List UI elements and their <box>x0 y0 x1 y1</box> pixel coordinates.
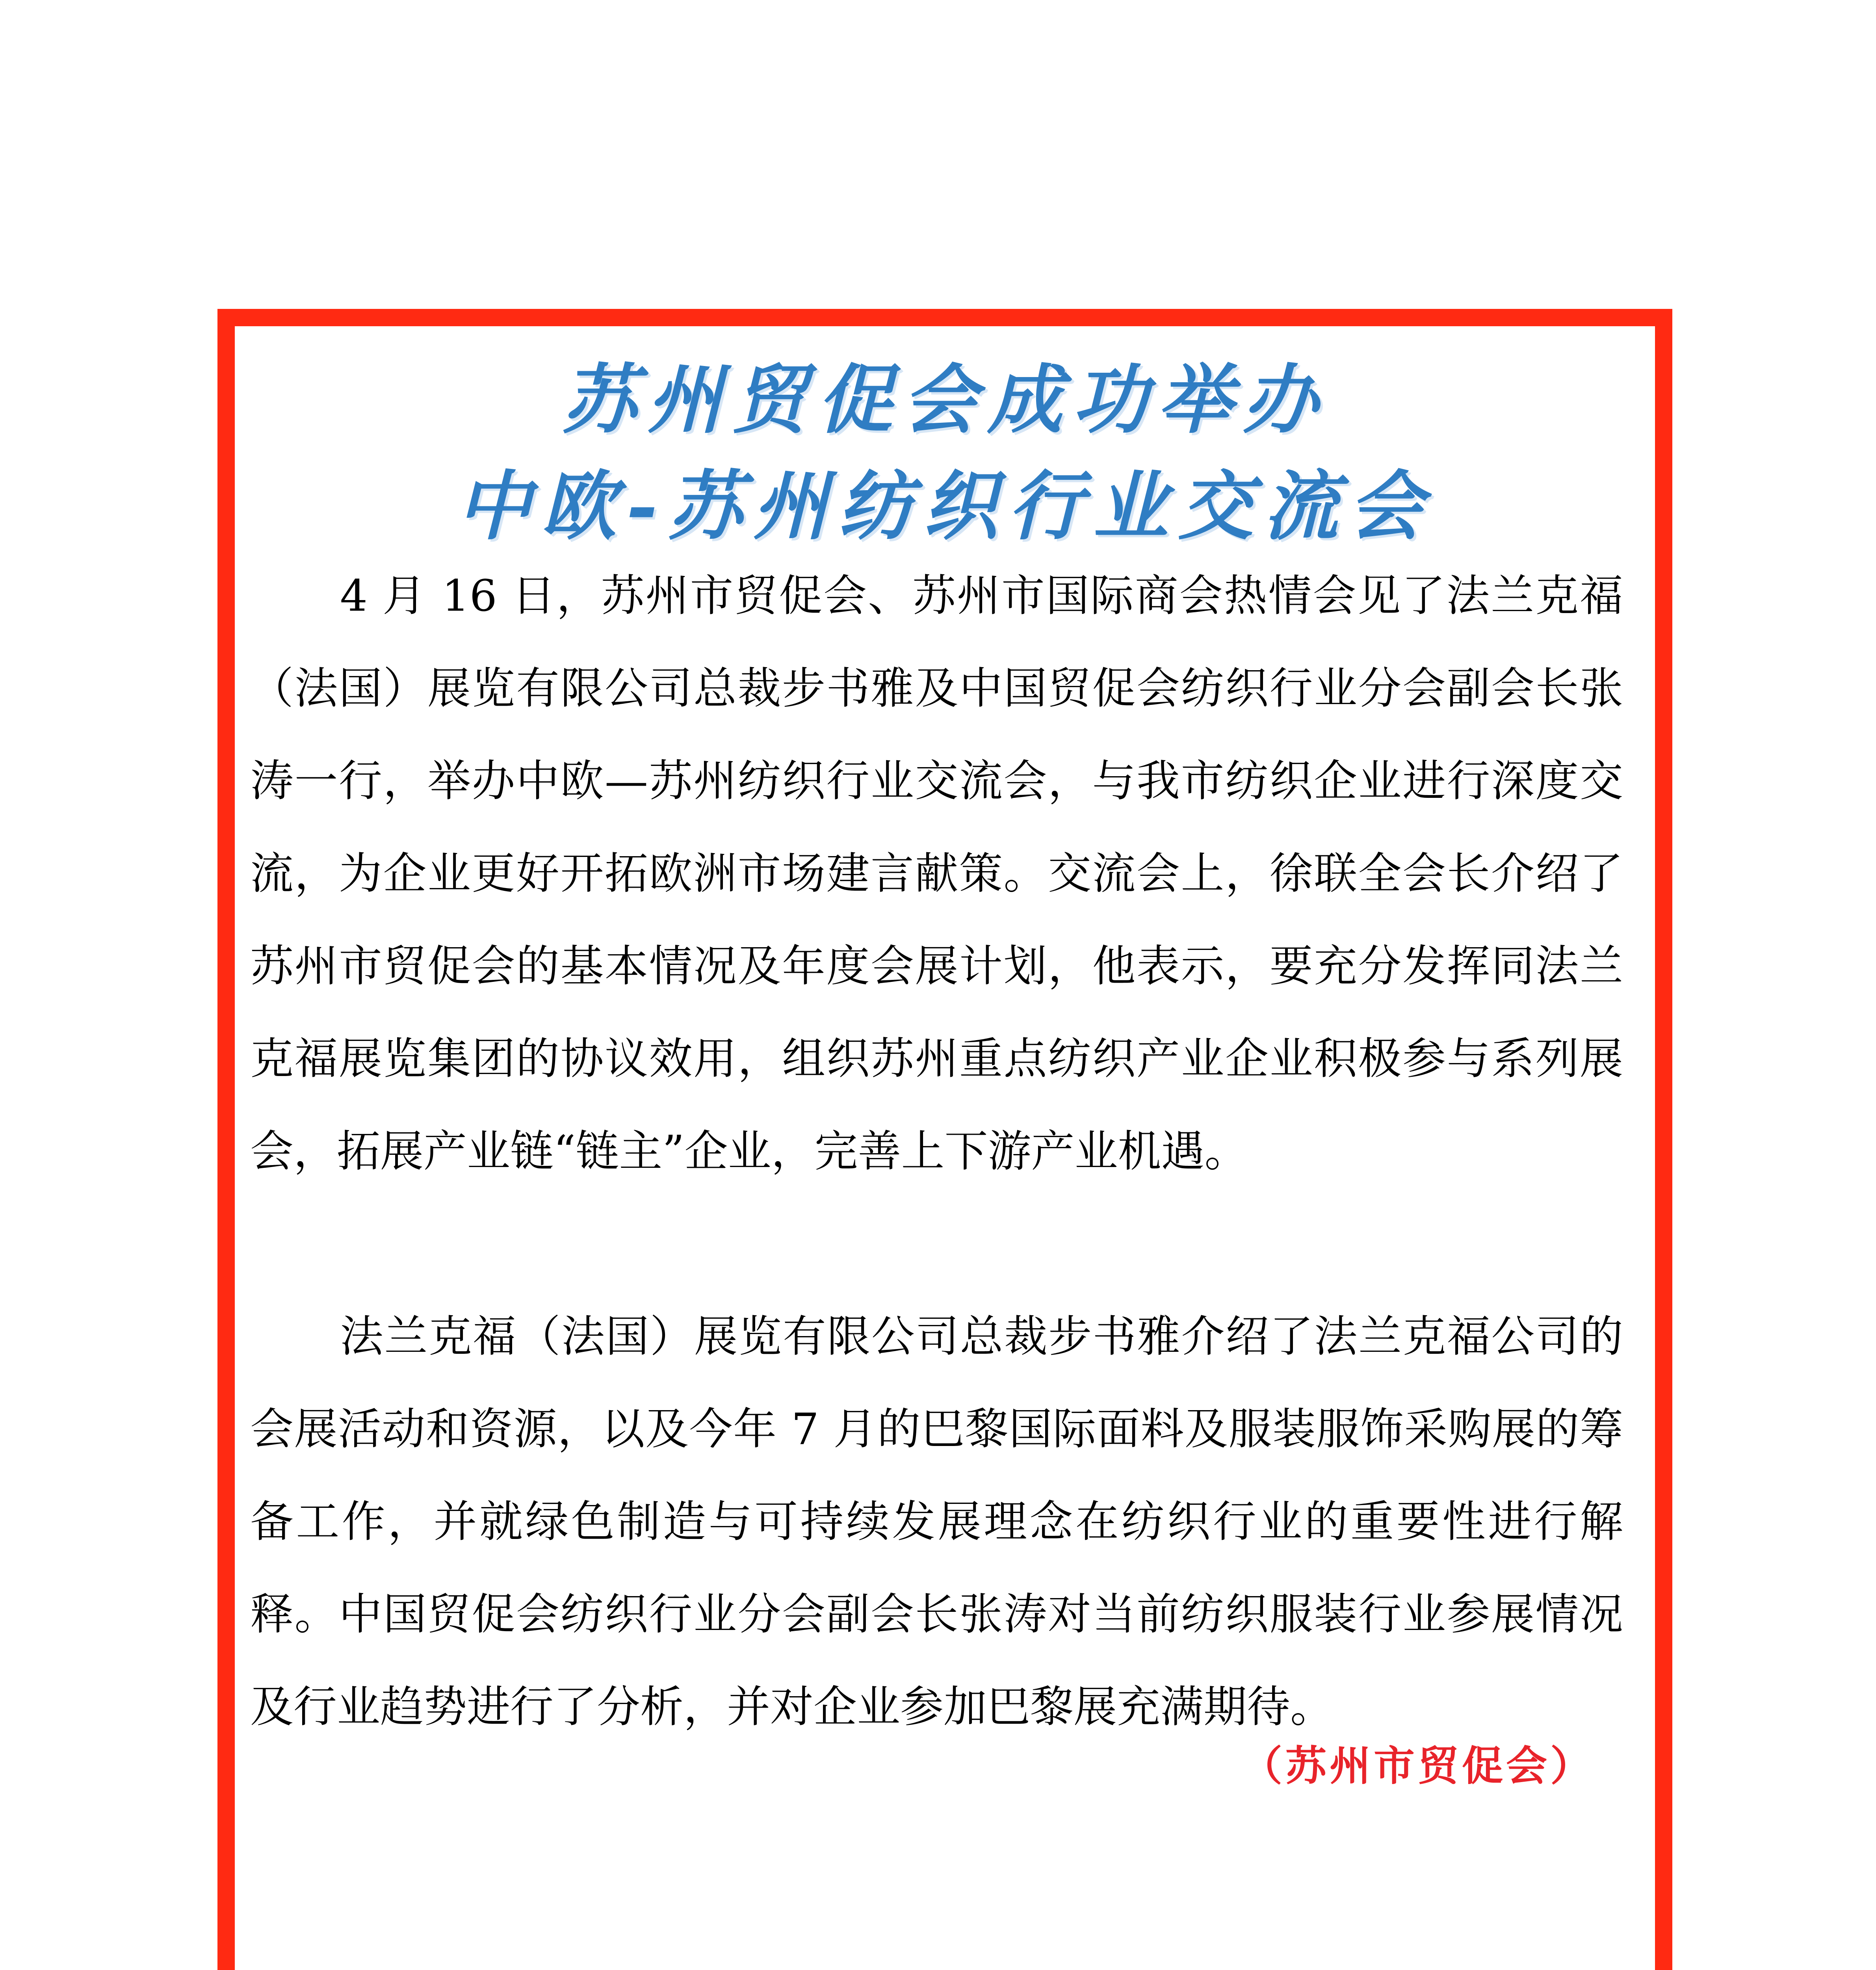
article-source: （苏州市贸促会） <box>1241 1741 1594 1790</box>
article-paragraph-2: 法兰克福（法国）展览有限公司总裁步书雅介绍了法兰克福公司的会展活动和资源，以及今年 7 月的巴黎国际面料及服装服饰采购展的筹备工作，并就绿色制造与可持续发展理念在纺织行业的重要性进行解释。中国贸促会纺织行业分会副会长张涛对当前纺织服装行业参展情况及行业趋势进行了分析，并对企业参加巴黎展充满期待。 <box>250 1311 1623 1732</box>
article-paragraph-1: 4 月 16 日，苏州市贸促会、苏州市国际商会热情会见了法兰克福（法国）展览有限公司总裁步书雅及中国贸促会纺织行业分会副会长张涛一行，举办中欧—苏州纺织行业交流会，与我市纺织企业进行深度交流，为企业更好开拓欧洲市场建言献策。交流会上，徐联全会长介绍了苏州市贸促会的基本情况及年度会展计划，他表示，要充分发挥同法兰克福展览集团的协议效用，组织苏州重点纺织产业企业积极参与系列展会，拓展产业链“链主”企业，完善上下游产业机遇。 <box>250 571 1623 1176</box>
article-title-line-1: 苏州贸促会成功举办 <box>562 356 1328 444</box>
article-title-line-2: 中欧-苏州纺织行业交流会 <box>456 462 1434 550</box>
